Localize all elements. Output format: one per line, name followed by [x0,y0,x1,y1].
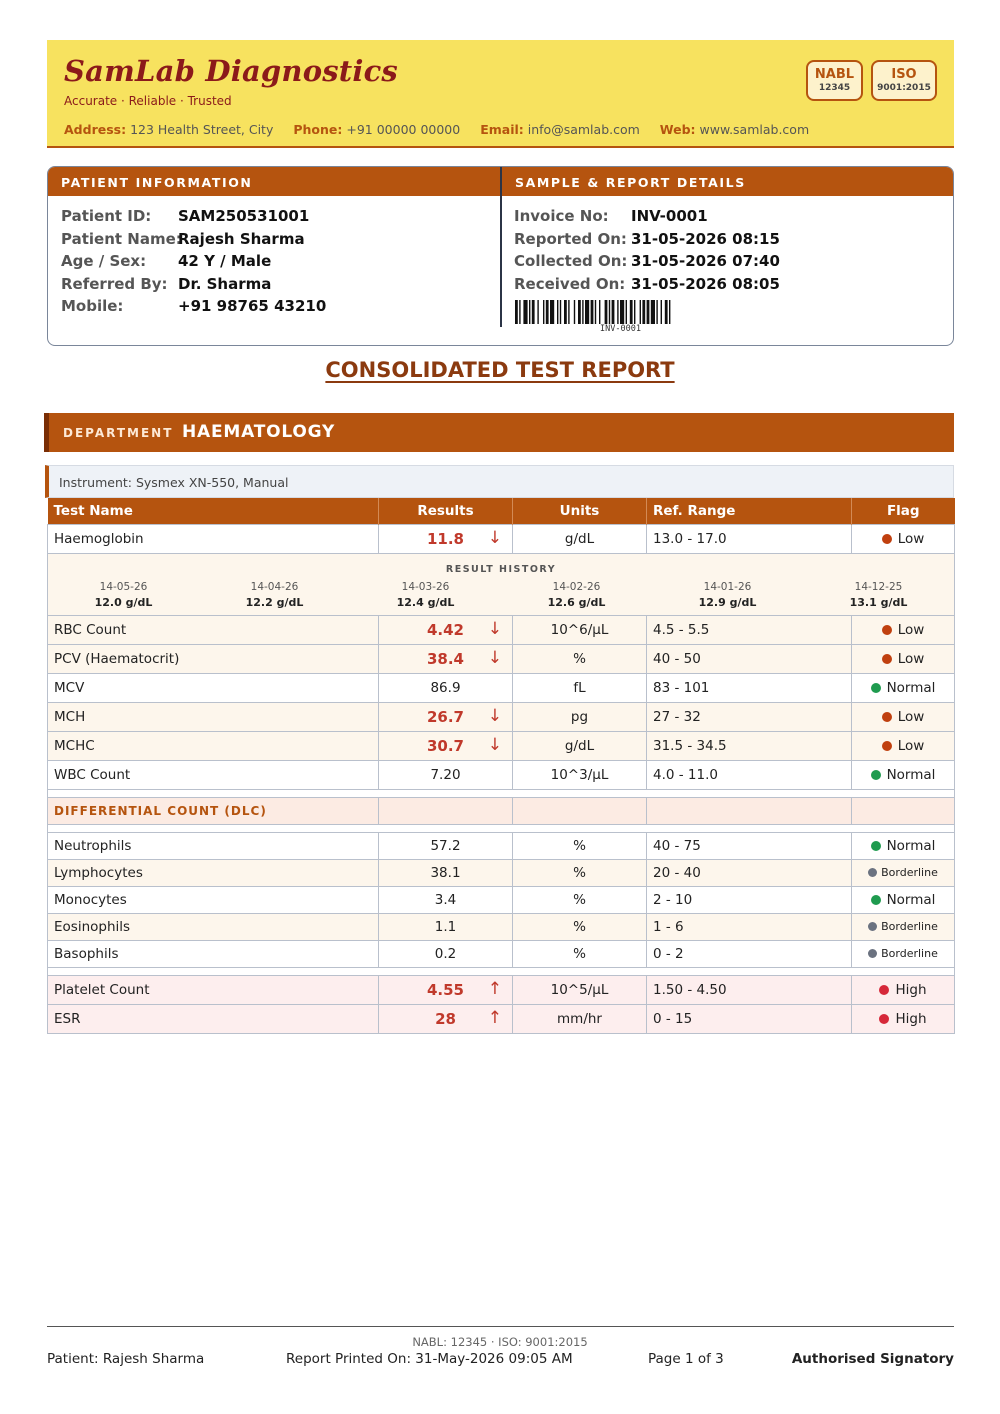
result-value: 26.7 [426,707,464,726]
ref-range: 40 - 50 [647,644,852,673]
sample-fields [514,205,780,295]
result-cell [379,859,513,886]
flag-dot-icon [882,625,892,635]
field-label: Patient ID: [61,207,152,225]
flag-text: High [895,1010,927,1027]
ref-range: 31.5 - 34.5 [647,731,852,760]
received-row [514,273,780,296]
field-label: Reported On: [514,229,627,248]
unit: % [513,832,647,859]
field-value: 31-05-2026 08:05 [631,274,780,293]
test-name: PCV (Haematocrit) [48,644,379,673]
history-entry [652,581,803,609]
ref-range: 4.0 - 11.0 [647,760,852,789]
test-name: Neutrophils [48,832,379,859]
result-history-row [48,553,955,615]
flag-dot-icon [882,654,892,664]
authorised-signatory: Authorised Signatory [791,1351,954,1367]
field-value: Rajesh Sharma [178,229,305,248]
nabl-badge-title: NABL [814,67,855,82]
flag-cell [852,760,955,789]
sample-details-heading: SAMPLE & REPORT DETAILS [515,175,746,190]
unit: fL [513,673,647,702]
history-entry [199,581,350,609]
patient-id-row [61,205,326,228]
barcode-text: INV-0001 [600,324,641,334]
ref-range: 1 - 6 [647,913,852,940]
result-cell [379,913,513,940]
iso-badge-number: 9001:2015 [877,83,931,93]
result-cell [379,886,513,913]
footer-accreditation: NABL: 12345 · ISO: 9001:2015 [412,1335,588,1349]
flag-cell [852,644,955,673]
phone-label: Phone: [293,122,343,137]
result-value: 28 [435,1009,456,1028]
flag-cell [852,673,955,702]
history-date: 14-05-26 [99,580,148,593]
table-row [48,1004,955,1033]
field-label: Collected On: [514,252,628,270]
patient-info-heading: PATIENT INFORMATION [61,175,253,190]
arrow-up-icon: ↑ [487,1007,502,1028]
test-name: MCV [48,673,379,702]
unit: g/dL [513,524,647,553]
invoice-row [514,205,780,228]
history-entry [48,581,199,609]
field-label: Patient Name: [61,229,182,248]
flag-cell [852,702,955,731]
test-name: Haemoglobin [48,524,379,553]
table-row [48,859,955,886]
result-value: 57.2 [430,837,461,854]
result-cell [379,760,513,789]
flag-text: Low [897,737,925,754]
field-value: 31-05-2026 07:40 [631,252,780,270]
field-value: Dr. Sharma [178,274,272,293]
result-cell [379,615,513,644]
test-name: Monocytes [48,886,379,913]
field-label: Referred By: [61,274,168,293]
col-units: Units [513,498,647,524]
flag-text: Borderline [881,947,938,960]
lab-name: SamLab Diagnostics [64,54,398,88]
result-value: 3.4 [434,891,457,908]
field-label: Age / Sex: [61,252,147,270]
test-name: MCHC [48,731,379,760]
flag-cell [852,940,955,967]
unit: % [513,859,647,886]
col-test-name: Test Name [48,498,379,524]
test-name: Eosinophils [48,913,379,940]
flag-cell [852,1004,955,1033]
arrow-down-icon: ↓ [487,618,502,639]
table-row [48,615,955,644]
flag-text: Borderline [881,920,938,933]
table-row [48,644,955,673]
flag-cell [852,859,955,886]
lab-header [47,40,954,148]
field-value: INV-0001 [631,207,708,225]
result-cell [379,832,513,859]
flag-text: High [895,981,927,998]
test-name: Platelet Count [48,975,379,1004]
web-label: Web: [659,122,696,137]
unit: % [513,913,647,940]
result-cell [379,524,513,553]
result-cell [379,702,513,731]
test-name: WBC Count [48,760,379,789]
results-table [47,498,955,1034]
ref-range: 20 - 40 [647,859,852,886]
address-value: 123 Health Street, City [130,122,274,137]
history-entry [803,581,954,609]
flag-text: Normal [886,891,936,908]
history-entry [350,581,501,609]
col-flag: Flag [852,498,955,524]
flag-dot-icon [871,895,881,905]
result-value: 0.2 [434,945,457,962]
flag-cell [852,524,955,553]
department-label: DEPARTMENT [63,426,174,440]
info-panel [47,166,954,346]
unit: 10^3/µL [513,760,647,789]
table-row [48,940,955,967]
iso-badge-title: ISO [891,67,917,82]
table-header-row [48,498,955,524]
field-value: 42 Y / Male [178,252,272,270]
footer-patient: Patient: Rajesh Sharma [47,1351,205,1367]
history-date: 14-03-26 [401,580,450,593]
flag-dot-icon [868,868,877,877]
field-label: Received On: [514,274,626,293]
flag-dot-icon [882,712,892,722]
flag-cell [852,975,955,1004]
section-header-row [48,797,955,824]
unit: % [513,886,647,913]
unit: % [513,940,647,967]
flag-cell [852,615,955,644]
field-value: 31-05-2026 08:15 [631,229,780,248]
history-date: 14-01-26 [703,580,752,593]
flag-text: Borderline [881,866,938,879]
flag-text: Normal [886,679,936,696]
barcode [515,300,735,324]
reported-row [514,228,780,251]
table-row [48,702,955,731]
history-value: 12.4 g/dL [396,595,455,609]
ref-range: 27 - 32 [647,702,852,731]
flag-cell [852,886,955,913]
flag-text: Low [897,530,925,547]
lab-tagline: Accurate · Reliable · Trusted [64,94,232,108]
table-row [48,975,955,1004]
test-name: RBC Count [48,615,379,644]
table-row [48,886,955,913]
unit: 10^6/µL [513,615,647,644]
flag-text: Low [897,708,925,725]
history-value: 12.0 g/dL [94,595,153,609]
age-sex-row [61,250,326,273]
result-cell [379,1004,513,1033]
flag-dot-icon [871,683,881,693]
ref-range: 83 - 101 [647,673,852,702]
unit: 10^5/µL [513,975,647,1004]
history-entry [501,581,652,609]
flag-dot-icon [868,922,877,931]
phone-value: +91 00000 00000 [346,122,461,137]
test-name: Lymphocytes [48,859,379,886]
ref-range: 13.0 - 17.0 [647,524,852,553]
field-value: +91 98765 43210 [178,297,327,315]
address-label: Address: [64,122,127,137]
test-name: Basophils [48,940,379,967]
flag-cell [852,832,955,859]
flag-text: Normal [886,766,936,783]
result-cell [379,673,513,702]
result-cell [379,644,513,673]
result-cell [379,940,513,967]
unit: % [513,644,647,673]
instrument-note [45,465,954,498]
field-label: Invoice No: [514,207,609,225]
footer-page-number: Page 1 of 3 [648,1351,724,1367]
ref-range: 40 - 75 [647,832,852,859]
flag-dot-icon [871,770,881,780]
flag-cell [852,913,955,940]
field-value: SAM250531001 [178,207,310,225]
result-value: 4.42 [426,620,464,639]
nabl-badge [806,60,863,101]
test-name: MCH [48,702,379,731]
referred-by-row [61,273,326,296]
table-row [48,832,955,859]
arrow-down-icon: ↓ [487,705,502,726]
test-name: ESR [48,1004,379,1033]
table-row [48,760,955,789]
ref-range: 2 - 10 [647,886,852,913]
dlc-section-title: DIFFERENTIAL COUNT (DLC) [54,803,267,818]
flag-text: Low [897,621,925,638]
flag-dot-icon [868,949,877,958]
department-bar [44,413,954,452]
result-cell [379,731,513,760]
email-value: info@samlab.com [527,122,640,137]
web-value: www.samlab.com [699,122,810,137]
instrument-text: Instrument: Sysmex XN-550, Manual [59,475,289,490]
patient-name-row [61,228,326,251]
result-value: 30.7 [426,736,464,755]
history-value: 12.6 g/dL [547,595,606,609]
history-value: 12.9 g/dL [698,595,757,609]
email-label: Email: [480,122,524,137]
iso-badge [871,60,937,101]
history-value: 12.2 g/dL [245,595,304,609]
result-value: 7.20 [430,766,461,783]
history-date: 14-12-25 [854,580,903,593]
arrow-up-icon: ↑ [487,978,502,999]
flag-dot-icon [879,1014,889,1024]
result-value: 11.8 [426,529,464,548]
result-value: 86.9 [430,679,461,696]
mobile-row [61,295,326,318]
result-cell [379,975,513,1004]
collected-row [514,250,780,273]
history-title: RESULT HISTORY [445,563,557,575]
field-label: Mobile: [61,297,124,315]
unit: pg [513,702,647,731]
result-value: 38.1 [430,864,461,881]
ref-range: 1.50 - 4.50 [647,975,852,1004]
report-title: CONSOLIDATED TEST REPORT [325,358,675,382]
flag-dot-icon [882,534,892,544]
table-row [48,673,955,702]
table-row [48,913,955,940]
footer-printed-on: Report Printed On: 31-May-2026 09:05 AM [286,1351,573,1367]
table-row [48,731,955,760]
result-value: 4.55 [426,980,464,999]
history-date: 14-02-26 [552,580,601,593]
patient-fields [61,205,326,318]
table-row [48,524,955,553]
contact-line [64,122,825,137]
result-value: 38.4 [426,649,464,668]
department-name: HAEMATOLOGY [182,422,336,442]
arrow-down-icon: ↓ [487,527,502,548]
unit: g/dL [513,731,647,760]
footer-divider [47,1326,954,1327]
flag-cell [852,731,955,760]
flag-dot-icon [879,985,889,995]
unit: mm/hr [513,1004,647,1033]
flag-dot-icon [871,841,881,851]
arrow-down-icon: ↓ [487,734,502,755]
ref-range: 0 - 15 [647,1004,852,1033]
arrow-down-icon: ↓ [487,647,502,668]
col-ref-range: Ref. Range [647,498,852,524]
result-value: 1.1 [434,918,457,935]
ref-range: 0 - 2 [647,940,852,967]
col-results: Results [379,498,513,524]
history-value: 13.1 g/dL [849,595,908,609]
flag-text: Low [897,650,925,667]
ref-range: 4.5 - 5.5 [647,615,852,644]
nabl-badge-number: 12345 [818,83,851,93]
info-divider [500,167,502,327]
flag-dot-icon [882,741,892,751]
history-date: 14-04-26 [250,580,299,593]
flag-text: Normal [886,837,936,854]
